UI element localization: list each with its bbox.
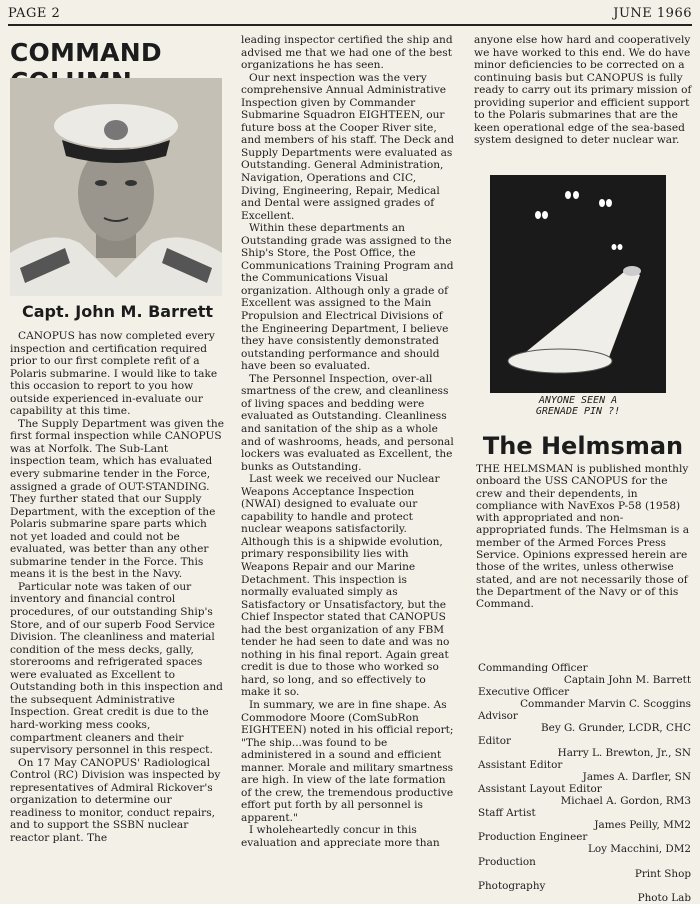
- paragraph: In summary, we are in fine shape. As Commodore Moore (ComSubRon EIGHTEEN) noted in his official report; "The ship...was found to be administered in a sound and efficient manner. Morale and military smartness are high. In view of the late formation of the crew, the tremendous productive effort put forth by all personnel is apparent.": [241, 698, 454, 824]
- paragraph: leading inspector certified the ship and advised me that we had one of the best organizations he has seen.: [241, 34, 453, 72]
- staff-name: Harry L. Brewton, Jr., SN: [557, 746, 691, 759]
- staff-name: Bey G. Grunder, LCDR, CHC: [541, 722, 691, 735]
- cartoon-caption-line: GRENADE PIN ?!: [535, 406, 621, 417]
- helmsman-title: The Helmsman: [482, 432, 684, 460]
- photo-caption: Capt. John M. Barrett: [21, 302, 214, 321]
- staff-name: Captain John M. Barrett: [563, 674, 691, 687]
- command-column-title: COMMAND: [10, 38, 162, 67]
- staff-role: Photography: [478, 879, 546, 892]
- staff-role: Assistant Editor: [478, 758, 563, 771]
- staff-role: Advisor: [478, 710, 518, 723]
- staff-role: Production Engineer: [478, 831, 588, 844]
- cartoon: [490, 175, 666, 393]
- staff-role: Staff Artist: [478, 807, 536, 820]
- paragraph: CANOPUS has now completed every inspection and certification required prior to our first complete refit of a Polaris submarine. I would like to take this occasion to report to you how outside experienced in-evaluate our capability at this time.: [10, 330, 218, 418]
- staff-role: Executive Officer: [478, 686, 570, 699]
- captain-photo: [10, 78, 222, 296]
- staff-role: Editor: [478, 734, 511, 747]
- paragraph: Particular note was taken of our inventory and financial control procedures, of our outstanding Ship's Store, and of our superb Food Service Division. The cleanliness and material condition of the mess decks, gally, storerooms and refrigerated spaces were evaluated as Excellent to Outstanding both in this inspection and the subsequent Administrative Inspection. Great credit is due to the hard-working mess cooks, compartment cleaners and their supervisory personnel in this respect.: [10, 580, 223, 757]
- paragraph: I wholeheartedly concur in this evaluation and appreciate more than: [241, 824, 440, 849]
- helmsman-masthead-text: THE HELMSMAN is published monthly onboard the USS CANOPUS for the crew and their dependents, in compliance with NavExos P-58 (1958) with appropriated and non-appropriated funds. The Helmsman is a member of the Armed Forces Press Service. Opinions expressed herein are those of the writes, unless otherwise stated, and are not necessarily those of the Department of the Navy or of this Command.: [476, 463, 690, 611]
- staff-role: Commanding Officer: [478, 662, 588, 674]
- paragraph: Last week we received our Nuclear Weapons Acceptance Inspection (NWAI) designed to evaluate our capability to handle and protect nuclear weapons satisfactorily. Although this is a shipwide evolution, primary responsibility lies with Weapons Repair and our Marine Detachment. This inspection is normally evaluated simply as Satisfactory or Unsatisfactory, but the Chief Inspector stated that CANOPUS had the best organization of any FBM tender he had seen to date and was no nothing in his final report. Again great credit is due to those who worked so hard, so long, and so effectively to make it so.: [241, 473, 450, 699]
- staff-name: James Peilly, MM2: [594, 819, 691, 832]
- issue-date: JUNE 1966: [613, 6, 692, 21]
- paragraph: Our next inspection was the very comprehensive Annual Administrative Inspection given by Commander Submarine Squadron EIGHTEEN, our future boss at the Cooper River site, and members of his staff. The Deck and Supply Departments were evaluated as Outstanding. General Administration, Navigation, Operations and CIC, Diving, Engineering, Repair, Medical and Dental were assigned grades of Excellent.: [241, 71, 455, 222]
- staff-name: Photo Lab: [637, 891, 691, 904]
- paragraph: Within these departments an Outstanding grade was assigned to the Ship's Store, the Post Office, the Communications Training Program and the Communications Visual organization. Although only a grade of Excellent was assigned to the Main Propulsion and Electrical Divisions of the Engineering Department, I believe they have consistently demonstrated outstanding performance and should have been so evaluated.: [241, 222, 454, 373]
- staff-name: Loy Macchini, DM2: [587, 843, 691, 856]
- paragraph: The Personnel Inspection, over-all smartness of the crew, and cleanliness of living spaces and bedding were evaluated as Outstanding. Cleanliness and sanitation of the ship as a whole and of washrooms, heads, and personal lockers was evaluated as Excellent, the bunks as Outstanding.: [241, 372, 454, 473]
- staff-role: Assistant Layout Editor: [478, 782, 602, 795]
- command-column-text-col3: [474, 34, 692, 147]
- command-column-text-col1: [10, 330, 225, 844]
- paragraph: On 17 May CANOPUS' Radiological Control (RC) Division was inspected by representatives of Admiral Rickover's organization to determine our readiness to monitor, conduct repairs, and to support the SSBN nuclear reactor plant. The: [10, 756, 221, 844]
- cartoon-illustration: [490, 175, 666, 393]
- page-header: [8, 4, 692, 26]
- paragraph: anyone else how hard and cooperatively we have worked to this end. We do have minor deficiencies to be corrected on a continuing basis but CANOPUS is fully ready to carry out its primary mission of providing superior and efficient support to the Polaris submarines that are the keen operational edge of the sea-based system designed to deter nuclear war.: [474, 34, 692, 147]
- page-number: PAGE 2: [8, 6, 61, 21]
- cartoon-caption: [490, 395, 666, 417]
- staff-list: [478, 662, 691, 904]
- paragraph: The Supply Department was given the first formal inspection while CANOPUS was at Norfolk. The Sub-Lant inspection team, which has evaluated every submarine tender in the Force, assigned a grade of OUT-STANDING. They further stated that our Supply Department, with the exception of the Polaris submarine spare parts which not yet loaded and could not be evaluated, was better than any other submarine tender in the Force. This means it is the best in the Navy.: [10, 417, 225, 581]
- command-column-text-col2: [241, 34, 456, 850]
- staff-role: Production: [478, 855, 536, 868]
- staff-name: Commander Marvin C. Scoggins: [520, 698, 691, 711]
- staff-name: Print Shop: [634, 867, 691, 880]
- cartoon-caption-line: ANYONE SEEN A: [538, 395, 618, 406]
- staff-name: James A. Darfler, SN: [582, 770, 691, 783]
- captain-portrait-illustration: [10, 78, 222, 296]
- staff-name: Michael A. Gordon, RM3: [560, 795, 691, 808]
